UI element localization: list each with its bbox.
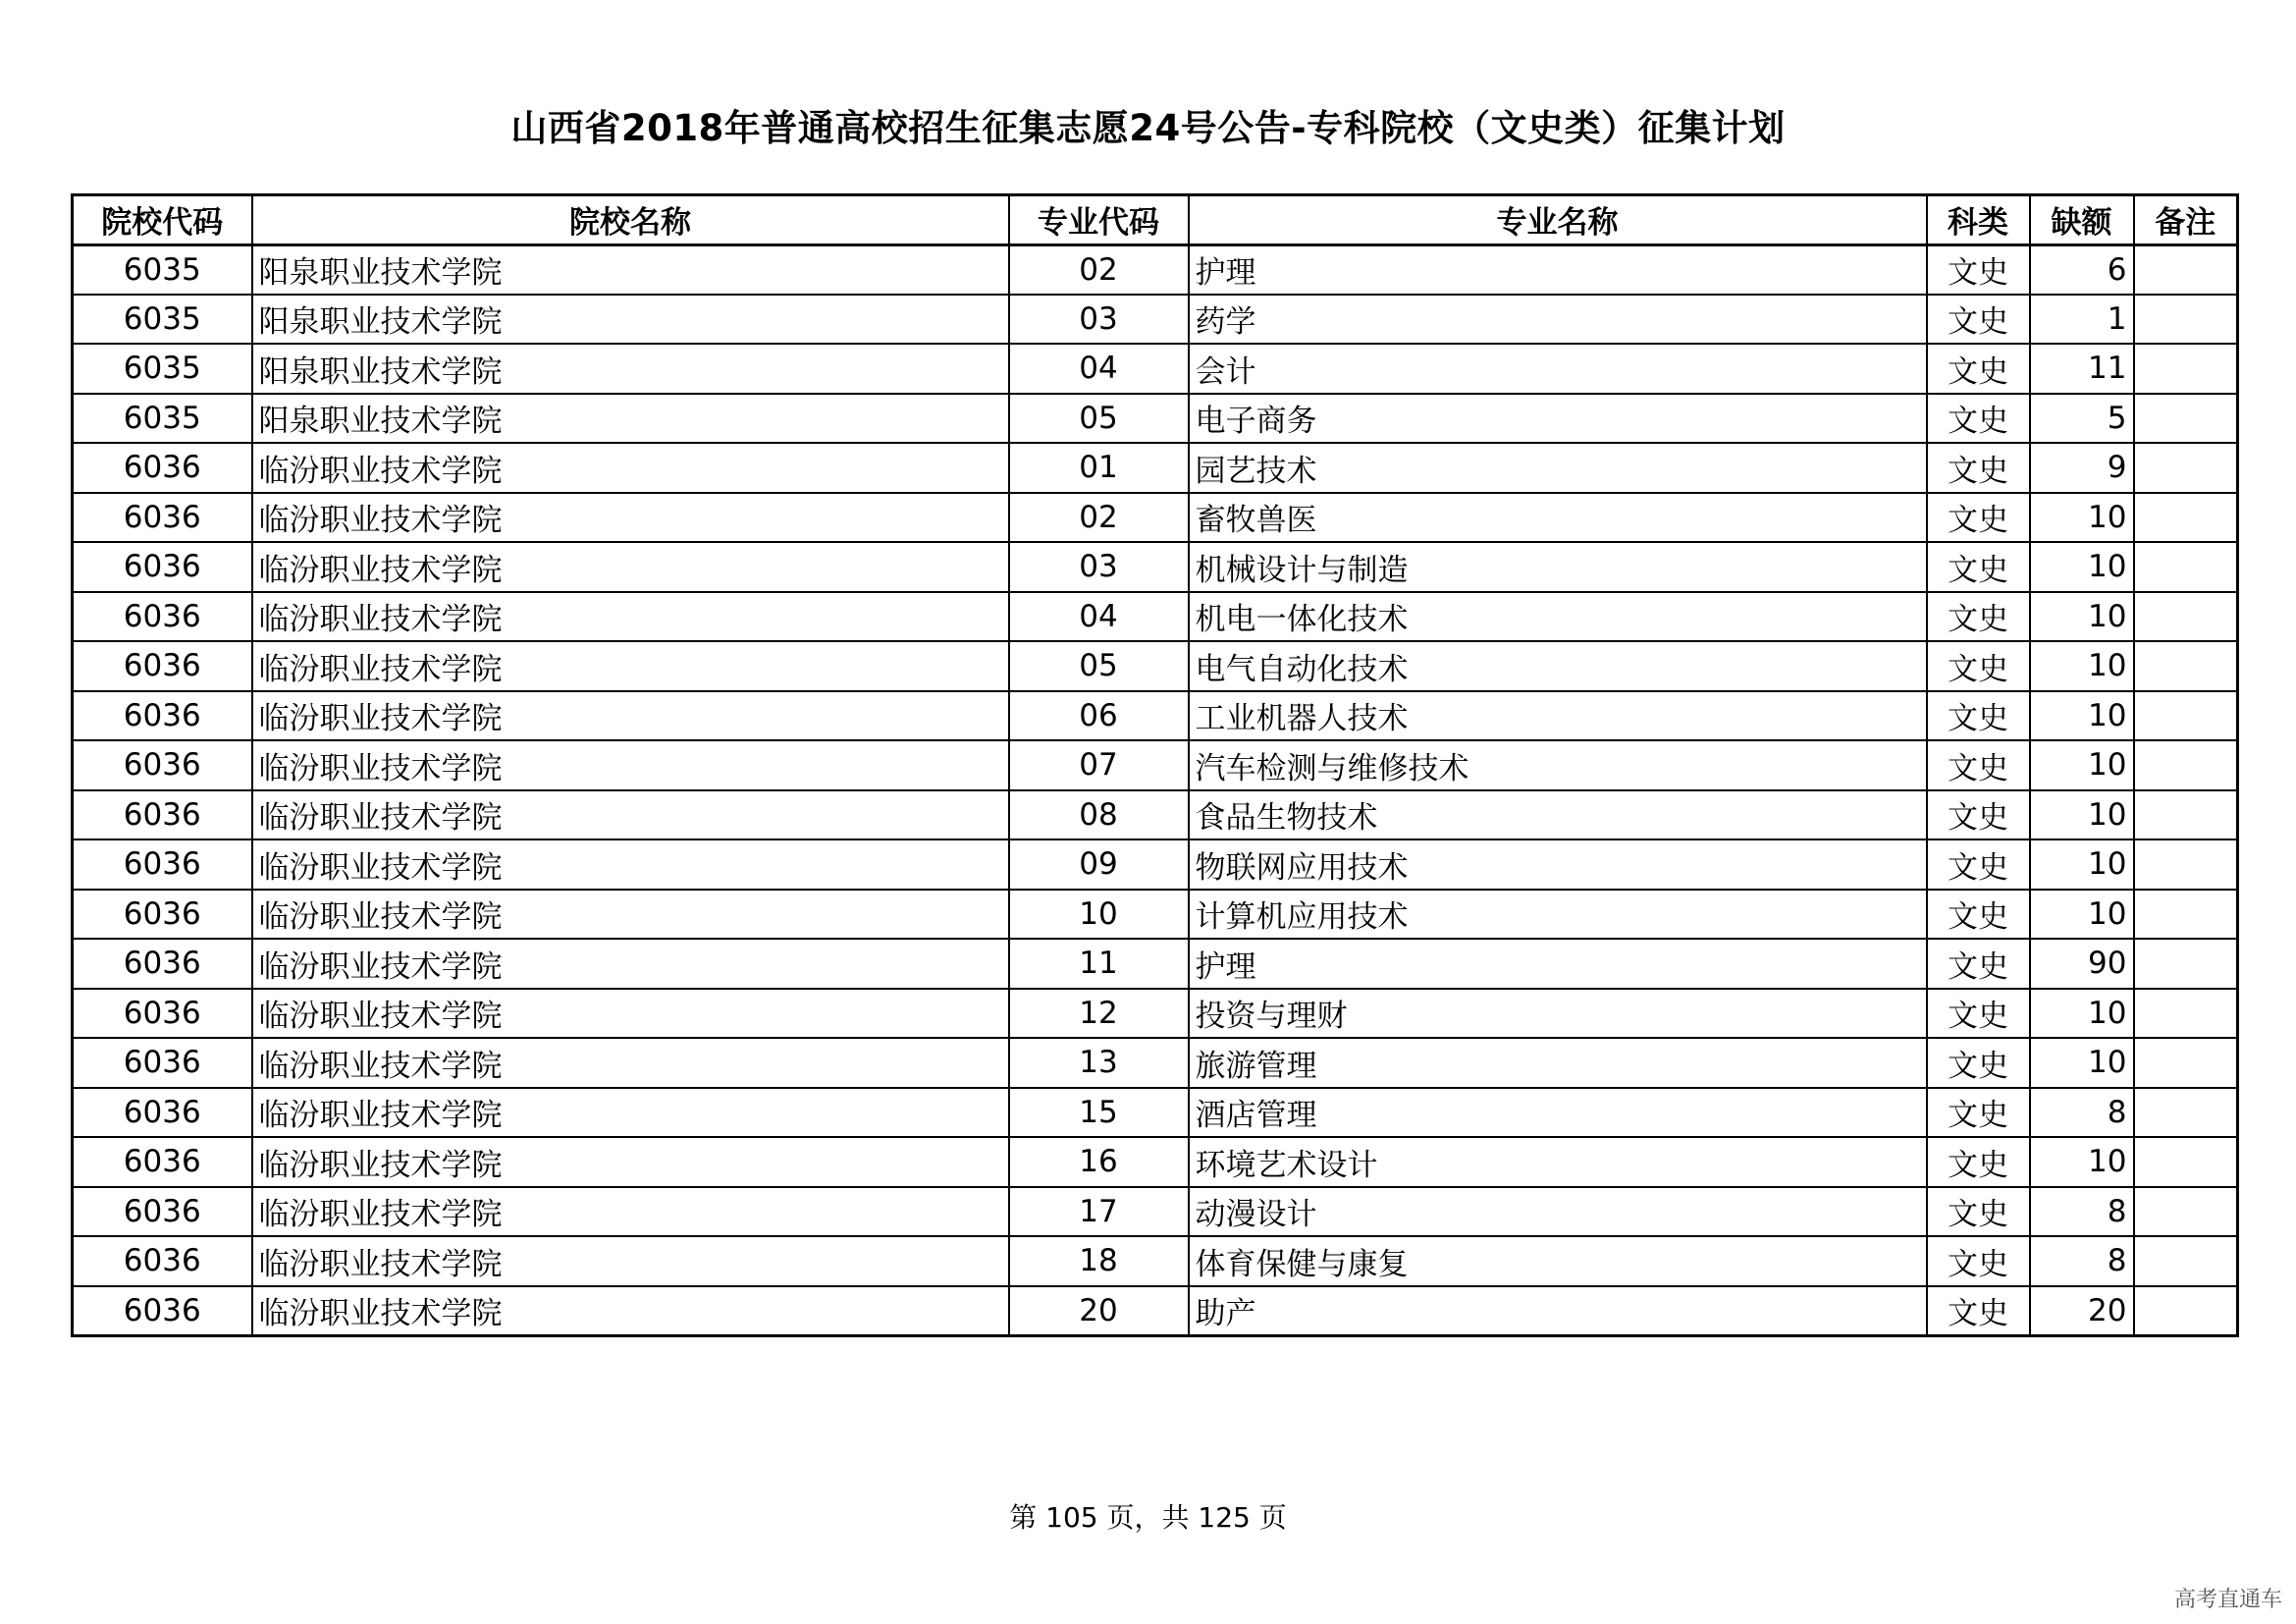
cell-category: 文史 [1927, 740, 2030, 790]
cell-major-code: 17 [1009, 1187, 1189, 1237]
cell-quota: 10 [2030, 839, 2134, 890]
table-header-row [73, 195, 2238, 245]
cell-quota: 10 [2030, 493, 2134, 543]
header-major-code: 专业代码 [1009, 195, 1189, 245]
enrollment-plan-table [71, 193, 2239, 1337]
table-row [73, 1236, 2238, 1286]
cell-category: 文史 [1927, 1038, 2030, 1088]
cell-remarks [2134, 295, 2238, 345]
cell-major-name: 助产 [1189, 1286, 1927, 1336]
cell-major-code: 16 [1009, 1137, 1189, 1187]
cell-quota: 10 [2030, 592, 2134, 642]
cell-remarks [2134, 939, 2238, 989]
cell-remarks [2134, 790, 2238, 840]
cell-major-code: 06 [1009, 691, 1189, 741]
cell-major-name: 园艺技术 [1189, 443, 1927, 493]
cell-quota: 8 [2030, 1236, 2134, 1286]
cell-school-name: 临汾职业技术学院 [252, 592, 1009, 642]
cell-major-code: 02 [1009, 493, 1189, 543]
cell-school-name: 临汾职业技术学院 [252, 1187, 1009, 1237]
cell-school-code: 6036 [73, 1088, 252, 1138]
cell-major-code: 03 [1009, 542, 1189, 592]
page-title: 山西省2018年普通高校招生征集志愿24号公告-专科院校（文史类）征集计划 [510, 107, 1786, 149]
table-row [73, 244, 2238, 295]
cell-school-name: 阳泉职业技术学院 [252, 244, 1009, 295]
table-row [73, 691, 2238, 741]
cell-major-name: 汽车检测与维修技术 [1189, 740, 1927, 790]
cell-category: 文史 [1927, 443, 2030, 493]
page-number-footer: 第 105 页，共 125 页 [1009, 1501, 1287, 1534]
cell-remarks [2134, 1038, 2238, 1088]
cell-quota: 10 [2030, 790, 2134, 840]
cell-major-name: 电子商务 [1189, 394, 1927, 444]
cell-major-name: 酒店管理 [1189, 1088, 1927, 1138]
cell-major-name: 体育保健与康复 [1189, 1236, 1927, 1286]
cell-remarks [2134, 1286, 2238, 1336]
header-major-name: 专业名称 [1189, 195, 1927, 245]
watermark-text: 高考直通车 [2173, 1588, 2282, 1612]
cell-quota: 8 [2030, 1088, 2134, 1138]
cell-quota: 8 [2030, 1187, 2134, 1237]
table-row [73, 939, 2238, 989]
cell-category: 文史 [1927, 344, 2030, 394]
cell-remarks [2134, 443, 2238, 493]
cell-quota: 6 [2030, 244, 2134, 295]
table-row [73, 1137, 2238, 1187]
table-row [73, 790, 2238, 840]
cell-category: 文史 [1927, 1088, 2030, 1138]
cell-school-name: 临汾职业技术学院 [252, 1236, 1009, 1286]
cell-quota: 10 [2030, 1137, 2134, 1187]
table-row [73, 989, 2238, 1039]
table-body [73, 244, 2238, 1335]
cell-major-name: 旅游管理 [1189, 1038, 1927, 1088]
cell-category: 文史 [1927, 1187, 2030, 1237]
cell-remarks [2134, 394, 2238, 444]
cell-remarks [2134, 1137, 2238, 1187]
cell-major-name: 会计 [1189, 344, 1927, 394]
cell-school-name: 临汾职业技术学院 [252, 1286, 1009, 1336]
cell-major-name: 工业机器人技术 [1189, 691, 1927, 741]
cell-school-name: 临汾职业技术学院 [252, 1137, 1009, 1187]
cell-major-code: 02 [1009, 244, 1189, 295]
cell-school-name: 临汾职业技术学院 [252, 989, 1009, 1039]
cell-major-code: 07 [1009, 740, 1189, 790]
cell-category: 文史 [1927, 691, 2030, 741]
cell-remarks [2134, 1088, 2238, 1138]
cell-remarks [2134, 839, 2238, 890]
cell-major-name: 食品生物技术 [1189, 790, 1927, 840]
cell-major-name: 动漫设计 [1189, 1187, 1927, 1237]
cell-category: 文史 [1927, 1286, 2030, 1336]
cell-school-name: 临汾职业技术学院 [252, 839, 1009, 890]
cell-major-name: 机电一体化技术 [1189, 592, 1927, 642]
cell-quota: 10 [2030, 989, 2134, 1039]
cell-school-code: 6036 [73, 592, 252, 642]
cell-major-code: 20 [1009, 1286, 1189, 1336]
cell-school-name: 临汾职业技术学院 [252, 1038, 1009, 1088]
cell-major-name: 护理 [1189, 244, 1927, 295]
cell-quota: 11 [2030, 344, 2134, 394]
cell-remarks [2134, 989, 2238, 1039]
cell-remarks [2134, 740, 2238, 790]
header-category: 科类 [1927, 195, 2030, 245]
cell-category: 文史 [1927, 295, 2030, 345]
cell-school-code: 6036 [73, 1286, 252, 1336]
cell-major-code: 05 [1009, 394, 1189, 444]
cell-school-code: 6036 [73, 493, 252, 543]
cell-category: 文史 [1927, 542, 2030, 592]
cell-school-code: 6036 [73, 1137, 252, 1187]
table-row [73, 542, 2238, 592]
header-remarks: 备注 [2134, 195, 2238, 245]
cell-remarks [2134, 344, 2238, 394]
cell-school-name: 临汾职业技术学院 [252, 493, 1009, 543]
cell-school-name: 临汾职业技术学院 [252, 443, 1009, 493]
cell-category: 文史 [1927, 989, 2030, 1039]
cell-category: 文史 [1927, 493, 2030, 543]
cell-major-code: 12 [1009, 989, 1189, 1039]
cell-major-name: 计算机应用技术 [1189, 890, 1927, 940]
cell-school-code: 6036 [73, 1038, 252, 1088]
cell-quota: 10 [2030, 691, 2134, 741]
cell-major-name: 药学 [1189, 295, 1927, 345]
table-row [73, 295, 2238, 345]
cell-school-code: 6036 [73, 989, 252, 1039]
cell-remarks [2134, 1236, 2238, 1286]
cell-remarks [2134, 244, 2238, 295]
cell-school-name: 临汾职业技术学院 [252, 641, 1009, 691]
header-school-name: 院校名称 [252, 195, 1009, 245]
cell-school-code: 6036 [73, 1236, 252, 1286]
cell-major-name: 环境艺术设计 [1189, 1137, 1927, 1187]
cell-category: 文史 [1927, 1137, 2030, 1187]
table-row [73, 740, 2238, 790]
cell-major-code: 04 [1009, 344, 1189, 394]
cell-school-code: 6035 [73, 244, 252, 295]
cell-category: 文史 [1927, 790, 2030, 840]
header-school-code: 院校代码 [73, 195, 252, 245]
table-row [73, 443, 2238, 493]
table-row [73, 1286, 2238, 1336]
cell-major-code: 08 [1009, 790, 1189, 840]
cell-category: 文史 [1927, 244, 2030, 295]
cell-school-name: 临汾职业技术学院 [252, 939, 1009, 989]
cell-remarks [2134, 493, 2238, 543]
cell-category: 文史 [1927, 394, 2030, 444]
cell-major-name: 机械设计与制造 [1189, 542, 1927, 592]
cell-quota: 10 [2030, 1038, 2134, 1088]
cell-remarks [2134, 592, 2238, 642]
cell-school-name: 临汾职业技术学院 [252, 1088, 1009, 1138]
cell-quota: 10 [2030, 542, 2134, 592]
cell-school-name: 阳泉职业技术学院 [252, 295, 1009, 345]
cell-school-name: 临汾职业技术学院 [252, 890, 1009, 940]
cell-school-name: 阳泉职业技术学院 [252, 344, 1009, 394]
cell-remarks [2134, 542, 2238, 592]
table-row [73, 493, 2238, 543]
cell-category: 文史 [1927, 939, 2030, 989]
cell-school-code: 6035 [73, 295, 252, 345]
cell-major-code: 18 [1009, 1236, 1189, 1286]
cell-school-code: 6036 [73, 939, 252, 989]
table-row [73, 839, 2238, 890]
cell-major-name: 畜牧兽医 [1189, 493, 1927, 543]
cell-school-code: 6035 [73, 394, 252, 444]
cell-category: 文史 [1927, 839, 2030, 890]
cell-major-name: 投资与理财 [1189, 989, 1927, 1039]
table-row [73, 1038, 2238, 1088]
cell-major-name: 护理 [1189, 939, 1927, 989]
cell-school-name: 临汾职业技术学院 [252, 691, 1009, 741]
cell-remarks [2134, 691, 2238, 741]
cell-major-code: 13 [1009, 1038, 1189, 1088]
cell-school-code: 6036 [73, 542, 252, 592]
cell-quota: 9 [2030, 443, 2134, 493]
cell-category: 文史 [1927, 641, 2030, 691]
cell-school-code: 6036 [73, 790, 252, 840]
table-row [73, 592, 2238, 642]
table-row [73, 890, 2238, 940]
cell-quota: 10 [2030, 890, 2134, 940]
cell-major-code: 09 [1009, 839, 1189, 890]
cell-school-code: 6036 [73, 839, 252, 890]
table-row [73, 394, 2238, 444]
cell-major-name: 电气自动化技术 [1189, 641, 1927, 691]
cell-school-code: 6036 [73, 740, 252, 790]
cell-quota: 20 [2030, 1286, 2134, 1336]
cell-remarks [2134, 1187, 2238, 1237]
cell-quota: 90 [2030, 939, 2134, 989]
cell-major-code: 11 [1009, 939, 1189, 989]
cell-school-code: 6036 [73, 691, 252, 741]
cell-school-name: 临汾职业技术学院 [252, 542, 1009, 592]
cell-school-code: 6036 [73, 641, 252, 691]
cell-major-code: 01 [1009, 443, 1189, 493]
table-row [73, 641, 2238, 691]
cell-school-code: 6035 [73, 344, 252, 394]
cell-school-name: 阳泉职业技术学院 [252, 394, 1009, 444]
header-quota: 缺额 [2030, 195, 2134, 245]
cell-major-name: 物联网应用技术 [1189, 839, 1927, 890]
cell-major-code: 04 [1009, 592, 1189, 642]
cell-remarks [2134, 890, 2238, 940]
cell-category: 文史 [1927, 1236, 2030, 1286]
cell-category: 文史 [1927, 592, 2030, 642]
cell-remarks [2134, 641, 2238, 691]
cell-school-name: 临汾职业技术学院 [252, 790, 1009, 840]
cell-major-code: 05 [1009, 641, 1189, 691]
cell-major-code: 15 [1009, 1088, 1189, 1138]
cell-quota: 10 [2030, 641, 2134, 691]
table-row [73, 1187, 2238, 1237]
cell-quota: 10 [2030, 740, 2134, 790]
cell-major-code: 10 [1009, 890, 1189, 940]
cell-category: 文史 [1927, 890, 2030, 940]
cell-quota: 1 [2030, 295, 2134, 345]
cell-school-code: 6036 [73, 1187, 252, 1237]
cell-school-code: 6036 [73, 890, 252, 940]
cell-school-code: 6036 [73, 443, 252, 493]
cell-quota: 5 [2030, 394, 2134, 444]
cell-school-name: 临汾职业技术学院 [252, 740, 1009, 790]
table-row [73, 1088, 2238, 1138]
table-row [73, 344, 2238, 394]
cell-major-code: 03 [1009, 295, 1189, 345]
